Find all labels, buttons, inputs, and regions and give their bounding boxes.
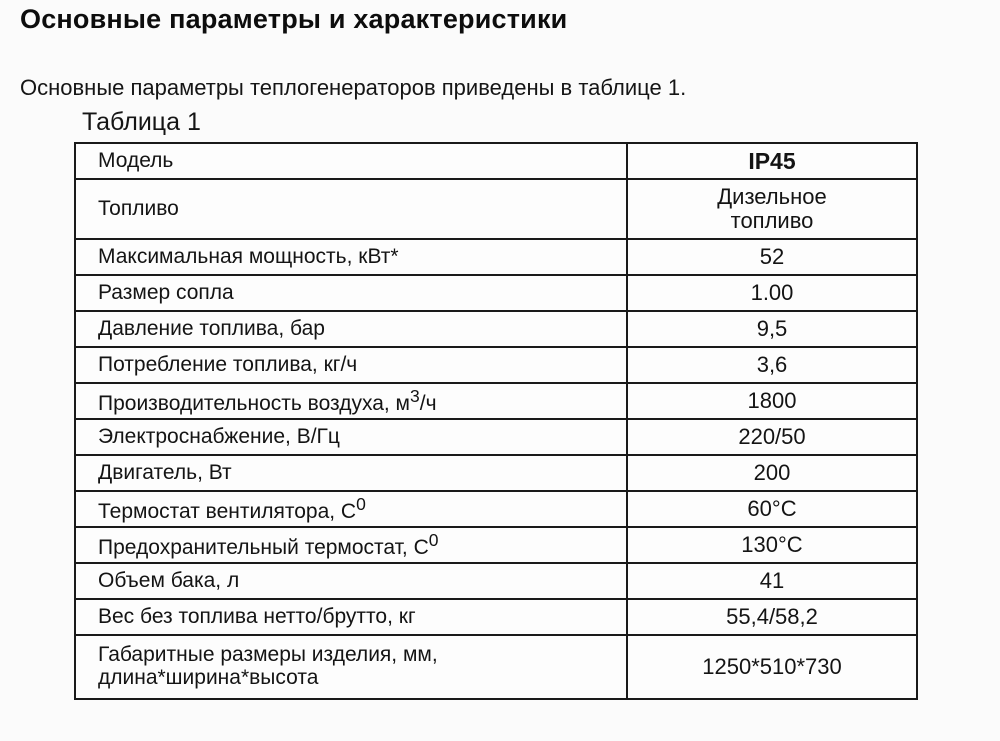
row-value: 220/50 bbox=[627, 419, 917, 455]
table-row bbox=[75, 527, 917, 563]
row-label-line2: длина*ширина*высота bbox=[98, 666, 319, 689]
table-row bbox=[75, 143, 917, 179]
row-value: 1800 bbox=[627, 383, 917, 419]
row-label: Потребление топлива, кг/ч bbox=[75, 347, 627, 383]
section-heading: Основные параметры и характеристики bbox=[20, 4, 568, 34]
table-row bbox=[75, 239, 917, 275]
row-label-sup: 3 bbox=[410, 385, 420, 406]
row-label: Двигатель, Вт bbox=[75, 455, 627, 491]
row-value bbox=[627, 179, 917, 239]
intro-paragraph: Основные параметры теплогенераторов приведены в таблице 1. bbox=[20, 75, 687, 100]
table-row bbox=[75, 491, 917, 527]
row-value: 9,5 bbox=[627, 311, 917, 347]
table-row bbox=[75, 383, 917, 419]
row-value: 3,6 bbox=[627, 347, 917, 383]
row-label: Модель bbox=[75, 143, 627, 179]
row-label: Топливо bbox=[75, 179, 627, 239]
row-label bbox=[75, 635, 627, 699]
row-label bbox=[75, 527, 627, 563]
row-value: 52 bbox=[627, 239, 917, 275]
row-value-line2: топливо bbox=[730, 208, 814, 233]
table-row bbox=[75, 311, 917, 347]
row-label-sup: 0 bbox=[356, 493, 366, 514]
row-value bbox=[627, 143, 917, 179]
model-value: IP45 bbox=[748, 147, 796, 174]
row-value: 55,4/58,2 bbox=[627, 599, 917, 635]
table-row bbox=[75, 599, 917, 635]
row-value: 41 bbox=[627, 563, 917, 599]
table-row bbox=[75, 419, 917, 455]
row-value: 1250*510*730 bbox=[627, 635, 917, 699]
row-value: 1.00 bbox=[627, 275, 917, 311]
table-row bbox=[75, 635, 917, 699]
row-label-line1: Габаритные размеры изделия, мм, bbox=[98, 643, 438, 667]
row-label-tail: /ч bbox=[419, 391, 437, 415]
row-value: 200 bbox=[627, 455, 917, 491]
row-label-main: Предохранительный термостат, С bbox=[98, 535, 429, 559]
row-label: Размер сопла bbox=[75, 275, 627, 311]
row-label: Электроснабжение, В/Гц bbox=[75, 419, 627, 455]
table-row bbox=[75, 563, 917, 599]
row-label-main: Производительность воздуха, м bbox=[98, 391, 410, 415]
row-label bbox=[75, 491, 627, 527]
table-row bbox=[75, 179, 917, 239]
table-row bbox=[75, 275, 917, 311]
row-label: Объем бака, л bbox=[75, 563, 627, 599]
row-label: Вес без топлива нетто/брутто, кг bbox=[75, 599, 627, 635]
table-caption: Таблица 1 bbox=[82, 108, 201, 136]
table-row bbox=[75, 455, 917, 491]
row-value-line1: Дизельное bbox=[717, 184, 827, 210]
parameters-table bbox=[74, 142, 918, 700]
row-value: 130°С bbox=[627, 527, 917, 563]
row-value: 60°С bbox=[627, 491, 917, 527]
row-label-sup: 0 bbox=[428, 529, 439, 550]
table-row bbox=[75, 347, 917, 383]
row-label: Максимальная мощность, кВт* bbox=[75, 239, 627, 275]
row-label: Давление топлива, бар bbox=[75, 311, 627, 347]
row-label-main: Термостат вентилятора, С bbox=[98, 499, 357, 523]
row-label bbox=[75, 383, 627, 419]
